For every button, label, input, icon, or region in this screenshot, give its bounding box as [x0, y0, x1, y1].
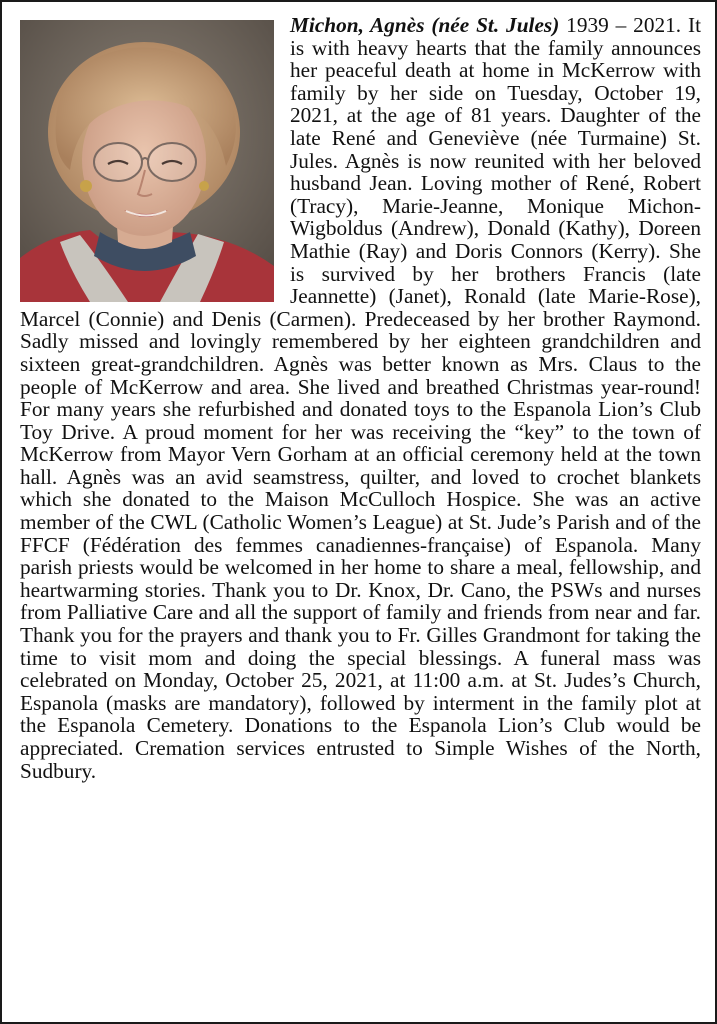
deceased-name: Michon, Agnès (née St. Jules) [290, 13, 560, 37]
obituary-content [20, 14, 701, 782]
obituary-body: It is with heavy hearts that the family announces her peaceful death at home in McKerrow with family by her side on Tuesday, October 19, 2021, at the age of 81 years. Daughter of the late René and Geneviève (née Turmaine) St. Jules. Agnès is now reunited with her beloved husband Jean. Loving mother of René, Robert (Tracy), Marie-Jeanne, Monique Michon-Wigboldus (Andrew), Donald (Kathy), Doreen Mathie (Ray) and Doris Connors (Kerry). She is survived by her brothers Francis (late Jeannette) (Janet), Ronald (late Marie-Rose), Marcel (Connie) and Denis (Carmen). Predeceased by her brother Raymond. Sadly missed and lovingly remembered by her eighteen grandchildren and sixteen great-grandchildren. Agnès was better known as Mrs. Claus to the people of McKerrow and area. She lived and breathed Christmas year-round! For many years she refurbished and donated toys to the Espanola Lion’s Club Toy Drive. A proud moment for her was receiving the “key” to the town of McKerrow from Mayor Vern Gorham at an official ceremony held at the town hall. Agnès was an avid seamstress, quilter, and loved to crochet blankets which she donated to the Maison McCulloch Hospice. She was an active member of the CWL (Catholic Women’s League) at St. Jude’s Parish and of the FFCF (Fédération des femmes canadiennes-française) of Espanola. Many parish priests would be welcomed in her home to share a meal, fellowship, and heartwarming stories. Thank you to Dr. Knox, Dr. Cano, the PSWs and nurses from Palliative Care and all the support of family and friends from near and far. Thank you for the prayers and thank you to Fr. Gilles Grandmont for taking the time to visit mom and doing the special blessings. A funeral mass was celebrated on Monday, October 25, 2021, at 11:00 a.m. at St. Judes’s Church, Espanola (masks are mandatory), followed by interment in the family plot at the Espanola Cemetery. Donations to the Espanola Lion’s Club would be appreciated. Cremation services entrusted to Simple Wishes of the North, Sudbury. [20, 13, 701, 783]
portrait-illustration [20, 20, 274, 302]
life-years: 1939 – 2021. [559, 13, 682, 37]
portrait-photo [20, 20, 274, 302]
